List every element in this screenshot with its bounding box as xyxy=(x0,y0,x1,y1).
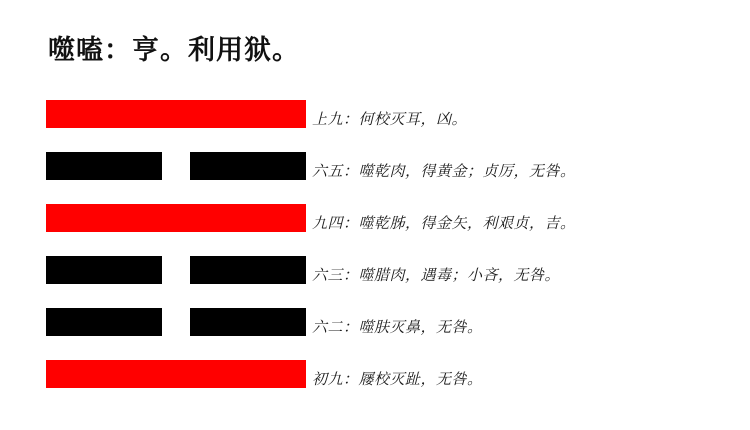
line-statement-third xyxy=(312,248,732,300)
yin-bar-right xyxy=(190,308,306,336)
line-statements xyxy=(312,92,732,404)
yin-bar-right xyxy=(190,256,306,284)
yang-bar xyxy=(46,360,306,388)
line-statement-text: 六三：噬腊肉，遇毒；小吝，无咎。 xyxy=(312,265,561,284)
line-statement-text: 六二：噬肤灭鼻，无咎。 xyxy=(312,317,483,336)
hexagram-line-third xyxy=(46,248,306,300)
yang-bar xyxy=(46,204,306,232)
line-statement-text: 六五：噬乾肉，得黄金；贞厉，无咎。 xyxy=(312,161,576,180)
line-statement-text: 初九：屦校灭趾，无咎。 xyxy=(312,369,483,388)
line-statement-text: 九四：噬乾胏，得金矢，利艰贞，吉。 xyxy=(312,213,576,232)
line-statement-text: 上九：何校灭耳，凶。 xyxy=(312,109,468,128)
yin-bar-left xyxy=(46,152,162,180)
line-statement-bottom xyxy=(312,352,732,404)
hexagram-line-fourth xyxy=(46,196,306,248)
hexagram-line-fifth xyxy=(46,144,306,196)
hexagram-diagram xyxy=(46,92,306,404)
yin-bar-right xyxy=(190,152,306,180)
hexagram-line-second xyxy=(46,300,306,352)
yin-bar-left xyxy=(46,308,162,336)
line-statement-fourth xyxy=(312,196,732,248)
hexagram-line-bottom xyxy=(46,352,306,404)
page-title: 噬嗑：亨。利用狱。 xyxy=(48,35,300,66)
yang-bar xyxy=(46,100,306,128)
line-statement-fifth xyxy=(312,144,732,196)
line-statement-second xyxy=(312,300,732,352)
line-statement-top xyxy=(312,92,732,144)
yin-bar-left xyxy=(46,256,162,284)
hexagram-line-top xyxy=(46,92,306,144)
